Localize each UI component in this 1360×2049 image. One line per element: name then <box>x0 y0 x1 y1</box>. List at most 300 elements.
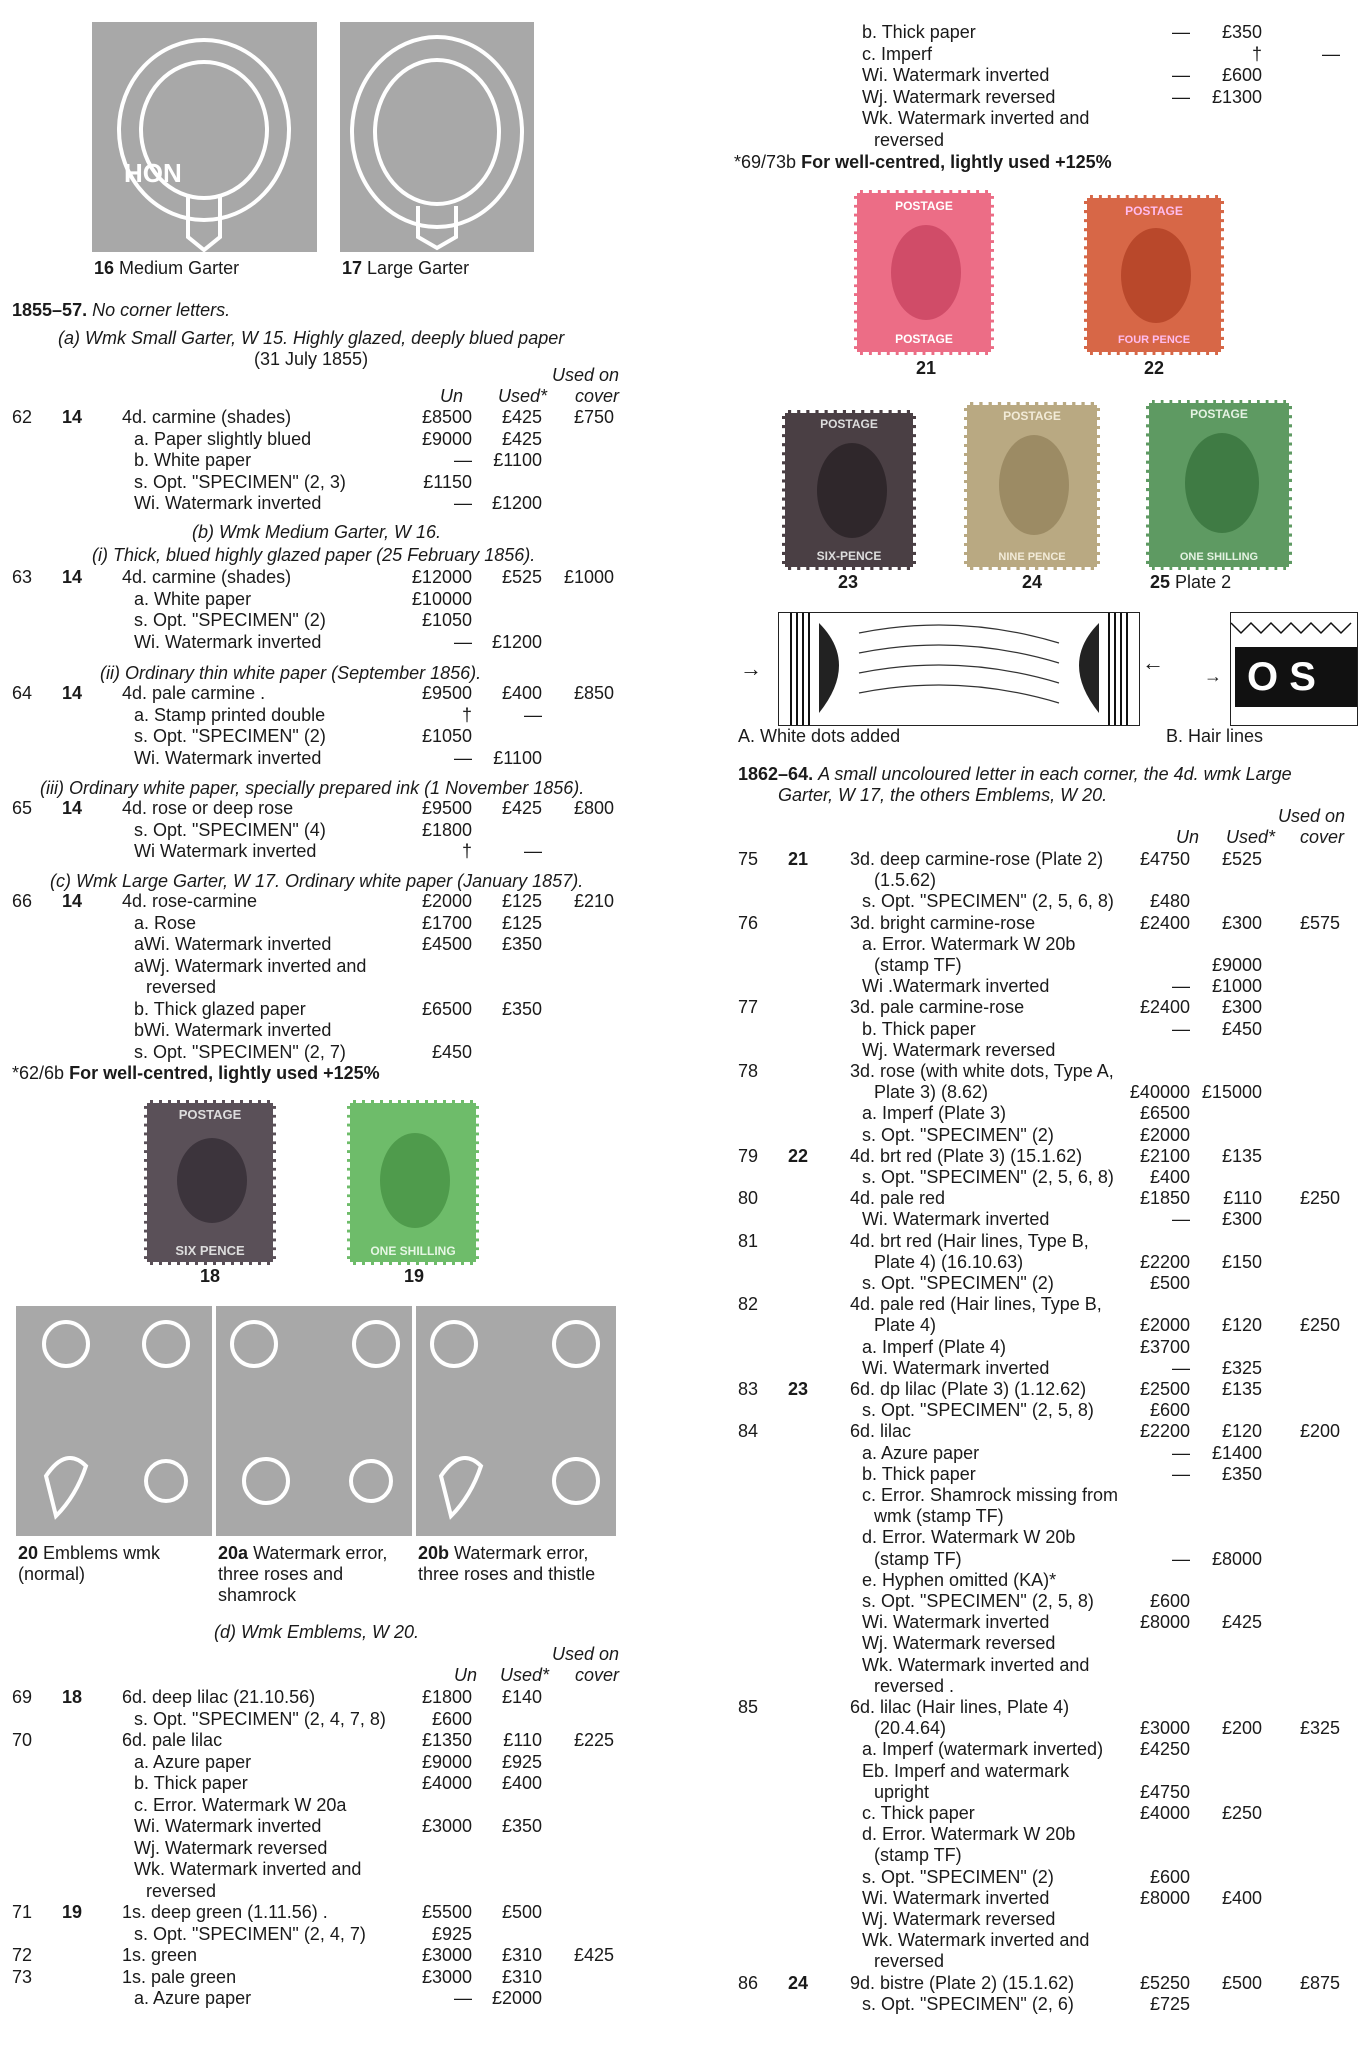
sub-heading-b2: (ii) Ordinary thin white paper (September 1856). <box>100 663 482 683</box>
table-row <box>730 1337 1360 1358</box>
table-row <box>0 407 630 428</box>
cell-used: £350 <box>1221 22 1262 42</box>
cell-un: £2400 <box>1139 997 1190 1018</box>
table-row <box>730 1782 1360 1803</box>
cell-desc: a. Rose <box>134 912 197 933</box>
table-row <box>0 632 630 653</box>
cell-desc: reversed . <box>874 1675 955 1696</box>
cell-desc: a. Azure paper <box>862 1442 980 1463</box>
cell-cover: £1000 <box>563 567 614 587</box>
table-row <box>730 891 1360 912</box>
table-row <box>730 1591 1360 1612</box>
caption-text-2: three roses and thistle <box>418 1564 596 1584</box>
caption-text: Watermark error, <box>454 1543 589 1563</box>
table-row <box>730 1888 1360 1909</box>
cell-used: £310 <box>501 1945 542 1965</box>
cell-desc: Wk. Watermark inverted and <box>862 1654 1090 1675</box>
cell-desc: 4d. carmine (shades) <box>122 567 292 587</box>
cell-un: £2000 <box>1139 1124 1190 1145</box>
stamp-23-bottom-text: SIX-PENCE <box>816 549 882 563</box>
cell-un: £600 <box>431 1708 472 1729</box>
cell-no: 75 <box>738 849 759 869</box>
issue-description: A small uncoloured letter in each corner, the 4d. wmk Large <box>818 764 1292 784</box>
cell-un: £40000 <box>1129 1082 1190 1103</box>
cell-used: £125 <box>501 891 542 911</box>
cell-un: — <box>1172 1442 1190 1463</box>
table-row <box>730 1040 1360 1061</box>
col-header-un-r: Un <box>1176 827 1200 847</box>
cell-desc: 1s. green <box>122 1945 198 1965</box>
cell-un: £925 <box>431 1923 472 1944</box>
cell-desc: a. White paper <box>134 588 252 609</box>
cell-desc: wmk (stamp TF) <box>874 1506 1004 1527</box>
portrait <box>177 1138 247 1223</box>
cell-cover: £850 <box>573 683 614 703</box>
cell-desc: e. Hyphen omitted (KA)* <box>862 1569 1057 1590</box>
cell-desc: 6d. lilac (Hair lines, Plate 4) <box>850 1697 1070 1717</box>
cell-un: £1850 <box>1139 1188 1190 1209</box>
cell-used: £500 <box>1221 1972 1262 1993</box>
cell-un: — <box>1172 1357 1190 1378</box>
cell-used: £135 <box>1221 1379 1262 1399</box>
caption-number: 20a <box>218 1543 249 1563</box>
cell-used: £350 <box>1221 1463 1262 1484</box>
cell-no: 84 <box>738 1421 759 1442</box>
cell-desc: 3d. bright carmine-rose <box>850 912 1036 933</box>
note-text: For well-centred, lightly used +125% <box>69 1063 380 1083</box>
cell-cover: £250 <box>1299 1188 1340 1209</box>
cell-desc: s. Opt. "SPECIMEN" (2, 5, 6, 8) <box>862 891 1114 912</box>
caption-text: Emblems wmk <box>43 1543 161 1563</box>
table-row <box>0 1042 630 1063</box>
table-row <box>730 87 1360 108</box>
cell-un: — <box>454 493 472 513</box>
cell-desc: 1s. pale green <box>122 1966 237 1987</box>
cell-no: 77 <box>738 997 759 1018</box>
sub-heading-a-date: (31 July 1855) <box>254 349 369 369</box>
issue-heading-1855 <box>12 300 230 321</box>
cell-no: 66 <box>12 891 33 911</box>
sub-heading-b: (b) Wmk Medium Garter, W 16. <box>192 522 442 542</box>
cell-used: £140 <box>501 1687 542 1707</box>
cell-cover: £225 <box>573 1730 614 1750</box>
table-row <box>730 1739 1360 1760</box>
cell-used: £150 <box>1221 1251 1262 1272</box>
cell-desc: 4d. rose-carmine <box>122 891 258 911</box>
note-62-6b <box>12 1063 380 1084</box>
table-row <box>730 1527 1360 1548</box>
cell-typ: 14 <box>62 683 83 703</box>
table-row <box>730 997 1360 1018</box>
col-header-used-d: Used* <box>500 1665 550 1685</box>
cell-un: £1050 <box>421 610 472 630</box>
stamp-caption-21: 21 <box>916 358 937 378</box>
cell-desc: Wk. Watermark inverted and <box>862 1930 1090 1951</box>
cell-desc: Wk. Watermark inverted and <box>862 108 1090 128</box>
cell-desc: Wi. Watermark inverted <box>862 1357 1050 1378</box>
cell-no: 83 <box>738 1379 759 1399</box>
cell-un: £2500 <box>1139 1379 1190 1399</box>
cell-used: £425 <box>501 407 542 427</box>
cell-desc: Eb. Imperf and watermark <box>862 1760 1070 1781</box>
cell-desc: (stamp TF) <box>874 1548 962 1569</box>
cell-no: 80 <box>738 1188 759 1209</box>
cell-un: £3000 <box>421 1966 472 1987</box>
cell-desc: 4d. pale carmine . <box>122 683 266 703</box>
cell-un: — <box>454 450 472 470</box>
cell-typ: 23 <box>788 1379 809 1399</box>
emblems-20b-image <box>416 1306 616 1536</box>
cell-cover: £875 <box>1299 1972 1340 1993</box>
cell-desc: Wi. Watermark inverted <box>134 1816 322 1836</box>
cell-desc: c. Error. Shamrock missing from <box>862 1485 1119 1505</box>
portrait <box>1185 433 1259 533</box>
cell-desc: 4d. brt red (Plate 3) (15.1.62) <box>850 1145 1083 1166</box>
garter-caption-17 <box>342 258 469 279</box>
cell-desc: Wj. Watermark reversed <box>862 1909 1056 1929</box>
table-row <box>730 1273 1360 1294</box>
cell-desc: Wi. Watermark inverted <box>134 493 322 513</box>
cell-desc: (1.5.62) <box>874 870 937 891</box>
cell-desc: s. Opt. "SPECIMEN" (2, 5, 8) <box>862 1591 1094 1611</box>
cell-no: 82 <box>738 1294 759 1315</box>
cell-no: 76 <box>738 912 759 933</box>
garter-caption-16 <box>94 258 239 279</box>
caption-text: Watermark error, <box>253 1543 388 1563</box>
issue-heading-1862 <box>738 764 1292 806</box>
cell-un: £6500 <box>1139 1103 1190 1124</box>
cell-used: £400 <box>501 683 542 703</box>
cell-un: £1050 <box>421 726 472 746</box>
cell-desc: s. Opt. "SPECIMEN" (2) <box>862 1273 1054 1293</box>
cell-un: — <box>1172 1018 1190 1039</box>
caption-text: Hair lines <box>1188 726 1264 746</box>
cell-used: £110 <box>1223 1188 1262 1209</box>
table-row <box>730 1803 1360 1824</box>
table-row <box>730 22 1360 43</box>
note-ref: *69/73b <box>734 152 797 172</box>
cell-desc: s. Opt. "SPECIMEN" (2, 3) <box>134 471 346 492</box>
table-row <box>730 1909 1360 1930</box>
cell-used: £525 <box>1221 849 1262 869</box>
cell-used: £1200 <box>491 493 542 513</box>
cell-desc: Wi .Watermark inverted <box>862 976 1050 997</box>
stamp-21-top-text: POSTAGE <box>895 199 953 213</box>
issue-years: 1855–57. <box>12 300 88 320</box>
note-text: For well-centred, lightly used +125% <box>801 152 1112 172</box>
stamp-21-bottom-text: POSTAGE <box>895 332 953 346</box>
cell-used: £9000 <box>1211 955 1262 975</box>
cell-cover: £750 <box>573 407 614 427</box>
cell-used: £425 <box>501 428 542 449</box>
table-row <box>0 748 630 769</box>
cell-un: £9000 <box>421 1751 472 1772</box>
cell-un: £4500 <box>421 934 472 954</box>
cell-desc: c. Error. Watermark W 20a <box>134 1794 347 1815</box>
portrait <box>1121 228 1191 323</box>
cell-un: £9500 <box>421 683 472 703</box>
cell-un: £4750 <box>1139 1781 1190 1802</box>
table-row <box>730 1421 1360 1442</box>
cell-desc: Wj. Watermark reversed <box>862 86 1056 107</box>
cell-used: £400 <box>501 1773 542 1793</box>
cell-cover: £250 <box>1299 1315 1340 1336</box>
cell-used: £325 <box>1221 1357 1262 1378</box>
cell-desc: 9d. bistre (Plate 2) (15.1.62) <box>850 1972 1075 1993</box>
cell-desc: 6d. dp lilac (Plate 3) (1.12.62) <box>850 1379 1087 1399</box>
cell-typ: 14 <box>62 407 83 427</box>
cell-used: — <box>524 704 542 725</box>
cell-no: 70 <box>12 1730 33 1750</box>
cell-used: £300 <box>1221 1209 1262 1230</box>
table-row <box>730 1697 1360 1718</box>
cell-cover: £425 <box>573 1945 614 1965</box>
stamp-19-image <box>347 1100 479 1265</box>
table-row <box>0 1902 630 1923</box>
issue-years: 1862–64. <box>738 764 814 784</box>
cell-no: 81 <box>738 1230 759 1251</box>
stamp-18-bottom-text: SIX PENCE <box>175 1243 245 1258</box>
table-row <box>0 1752 630 1773</box>
table-row <box>0 429 630 450</box>
cell-desc: 1s. deep green (1.11.56) . <box>122 1902 328 1922</box>
cell-used: £250 <box>1221 1803 1262 1823</box>
portrait <box>817 443 887 538</box>
cell-un: £3000 <box>421 1816 472 1836</box>
cell-no: 85 <box>738 1697 759 1717</box>
cell-used: £110 <box>503 1730 542 1750</box>
caption-label: B. <box>1166 726 1184 746</box>
table-row <box>730 1400 1360 1421</box>
table-row <box>0 1988 630 2009</box>
caption-text-2: three roses and <box>218 1564 344 1584</box>
cell-desc: s. Opt. "SPECIMEN" (2) <box>862 1866 1054 1887</box>
large-garter-image <box>340 22 534 252</box>
caption-text: White dots added <box>760 726 901 746</box>
cell-used: £2000 <box>491 1988 542 2008</box>
cell-desc: 4d. carmine (shades) <box>122 407 292 427</box>
stamp-21-image <box>854 190 994 355</box>
table-row <box>730 108 1360 129</box>
table-row <box>0 567 630 588</box>
cell-used: — <box>524 841 542 861</box>
detail-b-image <box>1230 612 1358 726</box>
cell-used: £120 <box>1221 1315 1262 1336</box>
table-row <box>730 1485 1360 1506</box>
table-row <box>0 913 630 934</box>
cell-un: † <box>461 841 472 861</box>
table-row <box>730 934 1360 955</box>
table-row <box>0 472 630 493</box>
stamp-23-top-text: POSTAGE <box>820 417 878 431</box>
sub-heading-a: (a) Wmk Small Garter, W 15. Highly glazed, deeply blued paper <box>58 328 565 348</box>
cell-un: £2400 <box>1139 912 1190 933</box>
cell-desc: s. Opt. "SPECIMEN" (2, 6) <box>862 1993 1074 2014</box>
cell-used: £350 <box>501 998 542 1019</box>
caption-text-2: (normal) <box>18 1564 86 1584</box>
col-header-used-r: Used* <box>1226 827 1276 847</box>
table-row <box>730 976 1360 997</box>
cell-no: 79 <box>738 1145 759 1166</box>
cell-desc: b. White paper <box>134 450 252 470</box>
cell-desc: s. Opt. "SPECIMEN" (2, 4, 7, 8) <box>134 1708 386 1729</box>
cell-desc: reversed <box>874 129 945 150</box>
cell-un: † <box>461 704 472 725</box>
cell-un: £10000 <box>411 588 472 609</box>
sub-heading-c: (c) Wmk Large Garter, W 17. Ordinary white paper (January 1857). <box>50 871 584 891</box>
col-header-un: Un <box>440 386 464 406</box>
cell-desc: aWi. Watermark inverted <box>134 934 332 954</box>
cell-un: £12000 <box>411 567 472 587</box>
table-row <box>730 1209 1360 1230</box>
cell-desc: reversed <box>146 977 217 997</box>
table-row <box>0 1773 630 1794</box>
table-row <box>0 1816 630 1837</box>
stamp-23-image <box>782 410 916 570</box>
cell-desc: (20.4.64) <box>874 1718 947 1739</box>
table-row <box>0 977 630 998</box>
cell-desc: reversed <box>146 1880 217 1901</box>
cell-desc: upright <box>874 1781 930 1802</box>
cell-un: £6500 <box>421 998 472 1019</box>
cell-used: £500 <box>501 1902 542 1922</box>
table-row <box>730 1676 1360 1697</box>
stamp-caption-19: 19 <box>404 1266 425 1286</box>
portrait <box>891 225 961 320</box>
cell-used: £525 <box>501 567 542 587</box>
cell-used: £425 <box>1221 1612 1262 1633</box>
cell-un: £4000 <box>1139 1803 1190 1823</box>
detail-caption-a <box>738 726 900 747</box>
stamp-22-top-text: POSTAGE <box>1125 204 1183 218</box>
stamp-25-top-text: POSTAGE <box>1190 407 1248 421</box>
cell-un: £4250 <box>1139 1739 1190 1760</box>
stamp-caption-24: 24 <box>1022 572 1043 592</box>
arrow-left-icon: ← <box>1142 650 1164 675</box>
cell-un: £2000 <box>1139 1315 1190 1336</box>
cell-desc: s. Opt. "SPECIMEN" (2) <box>862 1124 1054 1145</box>
table-row <box>0 1687 630 1708</box>
caption-number: 16 <box>94 258 115 278</box>
table-row <box>730 870 1360 891</box>
cell-cover: — <box>1322 43 1340 64</box>
cell-un: £4000 <box>421 1773 472 1793</box>
col-header-used: Used* <box>498 386 548 406</box>
cell-desc: a. Paper slightly blued <box>134 428 312 449</box>
table-row <box>730 65 1360 86</box>
cell-used: £300 <box>1221 912 1262 933</box>
cell-desc: Wi. Watermark inverted <box>862 65 1050 85</box>
cell-used: £200 <box>1221 1718 1262 1739</box>
cell-desc: b. Thick paper <box>134 1773 248 1793</box>
table-row <box>730 955 1360 976</box>
table-row <box>730 849 1360 870</box>
table-row <box>730 1718 1360 1739</box>
cell-desc: Wj. Watermark reversed <box>134 1837 328 1858</box>
table-row <box>0 1795 630 1816</box>
cell-desc: 3d. rose (with white dots, Type A, <box>850 1061 1114 1081</box>
cell-desc: a. Imperf (watermark inverted) <box>862 1739 1104 1760</box>
cell-desc: 6d. deep lilac (21.10.56) <box>122 1687 316 1707</box>
cell-desc: (stamp TF) <box>874 1845 962 1866</box>
table-row <box>730 1294 1360 1315</box>
table-row <box>730 1082 1360 1103</box>
stamp-24-bottom-text: NINE PENCE <box>998 551 1066 563</box>
cell-un: £3000 <box>1139 1718 1190 1739</box>
table-row <box>730 1061 1360 1082</box>
cell-desc: s. Opt. "SPECIMEN" (2, 5, 8) <box>862 1400 1094 1421</box>
cell-used: £1100 <box>493 747 542 768</box>
stamp-25-bottom-text: ONE SHILLING <box>1179 551 1259 563</box>
table-row <box>0 820 630 841</box>
cell-no: 69 <box>12 1687 33 1707</box>
cell-desc: s. Opt. "SPECIMEN" (2, 4, 7) <box>134 1923 366 1944</box>
cell-used: £450 <box>1221 1018 1262 1039</box>
cell-desc: 3d. pale carmine-rose <box>850 997 1025 1018</box>
cell-desc: s. Opt. "SPECIMEN" (2, 5, 6, 8) <box>862 1167 1114 1187</box>
col-header-cover1-d: Used on <box>552 1644 620 1664</box>
caption-text-3: shamrock <box>218 1585 297 1605</box>
sub-heading-d: (d) Wmk Emblems, W 20. <box>214 1622 420 1642</box>
svg-text:HON: HON <box>124 158 182 188</box>
cell-un: £500 <box>1149 1273 1190 1293</box>
cell-un: £3700 <box>1139 1336 1190 1357</box>
emblems-20a-image <box>216 1306 412 1536</box>
cell-un: — <box>1172 976 1190 997</box>
cell-un: £8500 <box>421 407 472 427</box>
emblem-caption-20 <box>18 1543 160 1585</box>
emblem-caption-20a <box>218 1543 387 1606</box>
cell-un: — <box>1172 1209 1190 1230</box>
cell-used: † <box>1251 43 1262 64</box>
cell-desc: b. Thick paper <box>862 1463 976 1484</box>
cell-un: £450 <box>431 1041 472 1062</box>
table-row <box>0 999 630 1020</box>
cell-desc: 4d. pale red <box>850 1188 946 1209</box>
cell-desc: Plate 4) <box>874 1315 937 1336</box>
emblems-wmk-image <box>16 1306 212 1536</box>
stamp-18-top-text: POSTAGE <box>178 1107 242 1122</box>
cell-desc: s. Opt. "SPECIMEN" (2) <box>134 726 326 746</box>
arrow-right-icon: → <box>740 656 762 681</box>
cell-used: £135 <box>1221 1145 1262 1166</box>
cell-desc: (stamp TF) <box>874 955 962 975</box>
table-row <box>0 1945 630 1966</box>
cell-cover: £800 <box>573 798 614 818</box>
col-header-cover2-d: cover <box>575 1665 620 1685</box>
cell-no: 64 <box>12 683 33 703</box>
stamp-25-image <box>1146 400 1292 570</box>
table-row <box>730 1125 1360 1146</box>
cell-un: £725 <box>1149 1993 1190 2014</box>
cell-desc: aWj. Watermark inverted and <box>134 955 367 976</box>
cell-desc: c. Thick paper <box>862 1803 975 1823</box>
stamp-19-bottom-text: ONE SHILLING <box>370 1244 456 1258</box>
cell-desc: a. Imperf (Plate 3) <box>862 1103 1007 1124</box>
cell-desc: a. Azure paper <box>134 1988 252 2008</box>
stamp-22-bottom-text: FOUR PENCE <box>1117 334 1191 346</box>
cell-desc: 6d. pale lilac <box>122 1730 223 1750</box>
table-row <box>0 1924 630 1945</box>
cell-un: £2000 <box>421 891 472 911</box>
table-row <box>0 493 630 514</box>
table-row <box>0 1020 630 1041</box>
cell-no: 62 <box>12 407 33 427</box>
col-header-cover2: cover <box>575 386 620 406</box>
table-row <box>730 1761 1360 1782</box>
cell-desc: Plate 4) (16.10.63) <box>874 1251 1024 1272</box>
cell-desc: Wi. Watermark inverted <box>862 1612 1050 1633</box>
